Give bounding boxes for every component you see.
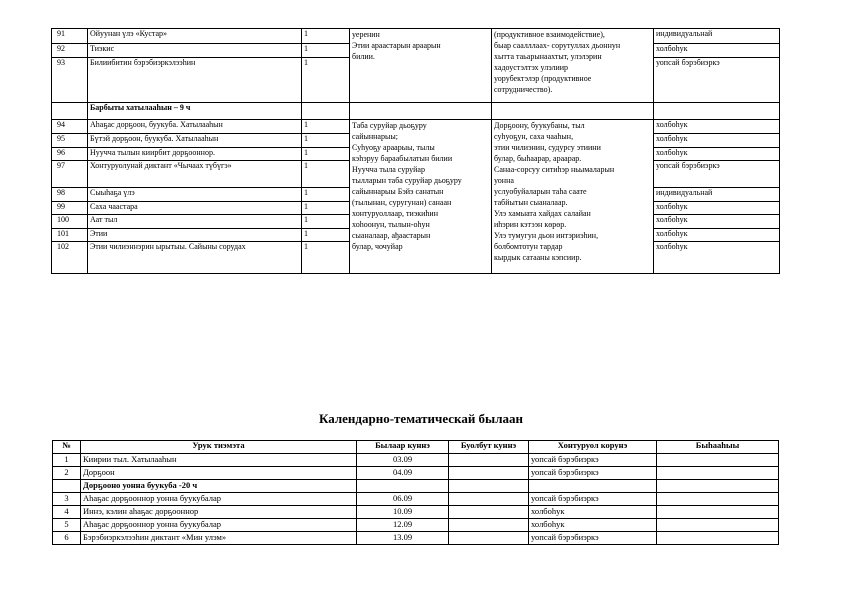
lesson-topic: Этии чилиэннэрин ырытыы. Сайыны сорудах: [88, 242, 302, 274]
actual-date: [449, 454, 529, 467]
skills-line: булар, чочуйар: [352, 242, 403, 251]
control-form: уопсай бэрэбиэркэ: [529, 454, 657, 467]
row-number: 93: [52, 58, 88, 103]
assessment-form: холбоhук: [654, 120, 780, 134]
calendar-title: Календарно-тематическай былаан: [318, 411, 523, 426]
lesson-topic: Аһаҕас дорҕооннор уонна буукубалар: [81, 519, 357, 532]
table-row: [53, 467, 779, 480]
section-spacer: [350, 103, 492, 120]
section-spacer: [449, 480, 529, 493]
section-title: Барбыты хатылааhын – 9 ч: [88, 103, 302, 120]
actual-date: [449, 506, 529, 519]
assessment-form: холбоhук: [654, 148, 780, 161]
section-spacer: [657, 480, 779, 493]
section-spacer: [492, 103, 654, 120]
lesson-hours: 1: [302, 58, 350, 103]
skills-line: Улэ тумугун дьон интэриэhин,: [494, 231, 599, 240]
row-number: 97: [52, 161, 88, 188]
lesson-topic: Этии: [88, 229, 302, 242]
skills-line: Дорҕоону, буукубаны, тыл: [494, 121, 585, 130]
skills-line: иһэрин кэтээн көрөр.: [494, 220, 567, 229]
note: [657, 467, 779, 480]
actual-date: [449, 519, 529, 532]
lesson-hours: 1: [302, 29, 350, 44]
assessment-form: индивидуальнай: [654, 188, 780, 202]
section-spacer: [53, 480, 81, 493]
skills-cell-a: [350, 120, 492, 274]
lesson-topic: Сыыһаҕа үлэ: [88, 188, 302, 202]
actual-date: [449, 532, 529, 545]
row-number: 95: [52, 134, 88, 148]
header-control: Хонтуруол корунэ: [529, 441, 657, 454]
skills-line: хонтуруоллаар, тиэкиhин: [352, 209, 438, 218]
lesson-topic: Саха чаастара: [88, 202, 302, 215]
section-spacer: [654, 103, 780, 120]
skills-line: Таба суруйар дьоҕуру: [352, 121, 427, 130]
skills-cell-b: [492, 120, 654, 274]
method-line: уеренин: [352, 30, 380, 39]
method-line: сотрудничество).: [494, 85, 553, 94]
lesson-hours: 1: [302, 134, 350, 148]
table-row: [53, 454, 779, 467]
control-form: холбоhук: [529, 519, 657, 532]
assessment-form: уопсай бэрэбиэркэ: [654, 161, 780, 188]
lesson-topic: Аһаҕас дорҕооннор уонна буукубалар: [81, 493, 357, 506]
lesson-topic: Бэрэбиэркэлээhин диктант «Мин улэм»: [81, 532, 357, 545]
method-line: хадоустэлтэх улэлиир: [494, 63, 569, 72]
skills-line: сайыннарыы;: [352, 132, 398, 141]
lesson-hours: 1: [302, 44, 350, 58]
planned-date: 13.09: [357, 532, 449, 545]
table-row: [52, 120, 780, 134]
method-cell-a: [350, 29, 492, 103]
row-number: 98: [52, 188, 88, 202]
lesson-topic: Хонтуруолунай диктант «Чычаах түбүгэ»: [88, 161, 302, 188]
assessment-form: холбоhук: [654, 44, 780, 58]
skills-line: (тылынан, суругунан) санаан: [352, 198, 452, 207]
row-number: 6: [53, 532, 81, 545]
planned-date: 04.09: [357, 467, 449, 480]
method-line: уорубектэлэр (продуктивное: [494, 74, 592, 83]
row-number: 96: [52, 148, 88, 161]
control-form: холбоhук: [529, 506, 657, 519]
section-row: [53, 480, 779, 493]
lesson-plan-table: [51, 28, 780, 274]
skills-line: Улэ хамыата хайдах салайан: [494, 209, 591, 218]
section-row: [52, 103, 780, 120]
header-planned-date: Былаар куннэ: [357, 441, 449, 454]
skills-line: болбомтотун тардар: [494, 242, 563, 251]
skills-line: суһуоҕун, саха чааһын,: [494, 132, 574, 141]
skills-line: уонна: [494, 176, 514, 185]
skills-line: хоhоонун, тылын-оhун: [352, 220, 430, 229]
skills-line: Санаа-сорсуу ситиhэр ньымаларын: [494, 165, 615, 174]
note: [657, 519, 779, 532]
lesson-topic: Ойуунан үлэ «Кустар»: [88, 29, 302, 44]
note: [657, 506, 779, 519]
row-number: 2: [53, 467, 81, 480]
section-spacer: [52, 103, 88, 120]
note: [657, 454, 779, 467]
skills-line: этии чилиэнин, судурсу этиини: [494, 143, 601, 152]
skills-line: Суһуоҕу араарыы, тылы: [352, 143, 435, 152]
method-line: хытта таьарынаахтыт, улэлэрин: [494, 52, 602, 61]
skills-line: кэһэруу бараабылатын билии: [352, 154, 453, 163]
planned-date: 06.09: [357, 493, 449, 506]
lesson-hours: 1: [302, 188, 350, 202]
section-spacer: [357, 480, 449, 493]
lesson-topic: Аат тыл: [88, 215, 302, 229]
actual-date: [449, 493, 529, 506]
assessment-form: холбоhук: [654, 134, 780, 148]
lesson-topic: Киирии тыл. Хатылааhын: [81, 454, 357, 467]
control-form: уопсай бэрэбиэркэ: [529, 493, 657, 506]
calendar-table: [52, 440, 779, 545]
method-line: билии.: [352, 52, 375, 61]
planned-date: 10.09: [357, 506, 449, 519]
lesson-hours: 1: [302, 161, 350, 188]
section-spacer: [302, 103, 350, 120]
actual-date: [449, 467, 529, 480]
assessment-form: холбоhук: [654, 229, 780, 242]
lesson-topic: Бүтэй дорҕоон, буукуба. Хатылааһын: [88, 134, 302, 148]
lesson-hours: 1: [302, 242, 350, 274]
row-number: 1: [53, 454, 81, 467]
header-actual-date: Буолбут куннэ: [449, 441, 529, 454]
table-row: [53, 506, 779, 519]
note: [657, 493, 779, 506]
lesson-hours: 1: [302, 148, 350, 161]
planned-date: 12.09: [357, 519, 449, 532]
method-line: Этии араастарын араарын: [352, 41, 441, 50]
section-spacer: [529, 480, 657, 493]
row-number: 94: [52, 120, 88, 134]
lesson-hours: 1: [302, 120, 350, 134]
skills-line: Нуучча тыла суруйар: [352, 165, 425, 174]
lesson-topic: Тиэкис: [88, 44, 302, 58]
method-cell-b: [492, 29, 654, 103]
lesson-topic: Иннэ, кэлин аһаҕас дорҕооннор: [81, 506, 357, 519]
row-number: 4: [53, 506, 81, 519]
planned-date: 03.09: [357, 454, 449, 467]
row-number: 5: [53, 519, 81, 532]
lesson-hours: 1: [302, 202, 350, 215]
assessment-form: холбоhук: [654, 215, 780, 229]
lesson-hours: 1: [302, 229, 350, 242]
row-number: 3: [53, 493, 81, 506]
skills-line: булар, быһаарар, араарар.: [494, 154, 582, 163]
table-row: [53, 519, 779, 532]
note: [657, 532, 779, 545]
assessment-form: холбоhук: [654, 202, 780, 215]
lesson-topic: Аһаҕас дорҕоон, буукуба. Хатылааһын: [88, 120, 302, 134]
table-row: [52, 29, 780, 44]
control-form: уопсай бэрэбиэркэ: [529, 532, 657, 545]
lesson-topic: Дорҕоон: [81, 467, 357, 480]
control-form: уопсай бэрэбиэркэ: [529, 467, 657, 480]
skills-line: кырдык сатааны кэпсиир.: [494, 253, 582, 262]
row-number: 101: [52, 229, 88, 242]
row-number: 100: [52, 215, 88, 229]
lesson-topic: Билиибитин бэрэбиэркэлээhин: [88, 58, 302, 103]
row-number: 92: [52, 44, 88, 58]
skills-line: сыаналаар, ађаастарын: [352, 231, 431, 240]
table-row: [53, 532, 779, 545]
method-line: быар саалллаах- сорутуллах дьоннун: [494, 41, 621, 50]
lesson-topic: Нуучча тылын киирбит дорҕооннор.: [88, 148, 302, 161]
lesson-hours: 1: [302, 215, 350, 229]
assessment-form: индивидуальнай: [654, 29, 780, 44]
header-number: №: [53, 441, 81, 454]
row-number: 99: [52, 202, 88, 215]
header-topic: Урук тиэмэта: [81, 441, 357, 454]
section-title: Дорҕооно уонна буукуба -20 ч: [81, 480, 357, 493]
skills-line: сайыннарыы Бэйэ санатын: [352, 187, 444, 196]
skills-line: тылларын таба суруйар дьоҕуру: [352, 176, 462, 185]
skills-line: услуобуйаларын таһа саате: [494, 187, 587, 196]
assessment-form: уопсай бэрэбиэркэ: [654, 58, 780, 103]
row-number: 102: [52, 242, 88, 274]
row-number: 91: [52, 29, 88, 44]
header-note: Быhааhыы: [657, 441, 779, 454]
header-row: [53, 441, 779, 454]
skills-line: табйытын сыаналаар.: [494, 198, 568, 207]
method-line: (продуктивное взаимодействие),: [494, 30, 605, 39]
assessment-form: холбоhук: [654, 242, 780, 274]
table-row: [53, 493, 779, 506]
